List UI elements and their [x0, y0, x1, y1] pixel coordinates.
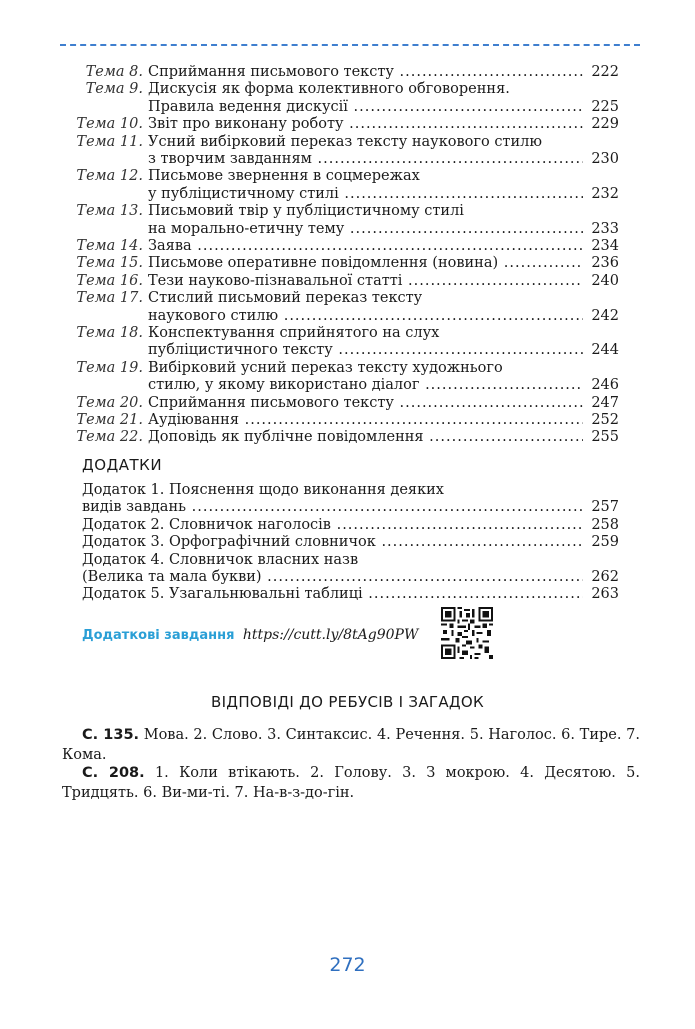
toc-row	[0, 150, 695, 168]
toc-topic-label: Тема 16.	[76, 272, 143, 289]
toc-topic-title: Сприймання письмового тексту .....	[148, 63, 583, 81]
appendix-page-number: 257	[591, 499, 619, 516]
extra-tasks-line	[82, 627, 418, 643]
page-number: 272	[329, 954, 366, 976]
appendix-row	[0, 585, 695, 603]
toc-topic-label: Тема 17.	[76, 290, 143, 307]
toc-topic-title: Дискусія як форма колективного обговорення.	[148, 81, 510, 98]
answers-heading: ВІДПОВІДІ ДО РЕБУСІВ І ЗАГАДОК	[210, 693, 484, 711]
toc-row	[0, 411, 695, 429]
toc-row	[0, 185, 695, 203]
appendix-title: Додаток 2. Словничок наголосів .....	[82, 516, 583, 534]
toc-row	[0, 115, 695, 133]
top-dashed-divider	[60, 44, 640, 46]
toc-topic-title: Аудіювання .....	[148, 411, 583, 429]
appendix-page-number: 263	[591, 586, 619, 603]
appendix-title: Додаток 5. Узагальнювальні таблиці .....	[82, 585, 583, 603]
qr-code-icon[interactable]	[441, 607, 493, 659]
toc-page-number: 240	[591, 272, 619, 289]
toc-page-number: 232	[591, 185, 619, 202]
appendix-row	[0, 498, 695, 516]
toc-row	[0, 98, 695, 116]
toc-topic-label: Тема 14.	[76, 238, 143, 254]
toc-topic-label: Тема 8.	[85, 64, 143, 80]
toc-row	[0, 289, 695, 307]
toc-page-number: 252	[591, 412, 619, 428]
appendix-row	[0, 551, 695, 569]
toc-page-number: 255	[591, 429, 619, 446]
toc-row	[0, 272, 695, 290]
answer-text: Мова. 2. Слово. 3. Синтаксис. 4. Речення. 5. Наголос. 6. Тире. 7. Кома.	[62, 727, 640, 763]
toc-topic-title: Звіт про виконану роботу .....	[148, 115, 583, 133]
toc-page-number: 225	[591, 98, 619, 115]
toc-topic-title: Письмовий твір у публіцистичному стилі	[148, 203, 464, 220]
appendix-page-number: 262	[591, 569, 619, 585]
toc-page-number: 230	[591, 151, 619, 167]
appendix-title: Додаток 4. Словничок власних назв	[82, 551, 359, 568]
appendix-title: Додаток 3. Орфографічний словничок .....	[82, 533, 583, 551]
toc-page-number: 234	[591, 238, 619, 254]
toc-topic-title: Доповідь як публічне повідомлення .....	[148, 428, 583, 446]
toc-page-number: 222	[591, 64, 619, 80]
extra-tasks-label: Додаткові завдання	[82, 628, 235, 643]
toc-page-number: 244	[591, 342, 619, 359]
toc-topic-title: Вибірковий усний переказ тексту художнього	[148, 359, 503, 376]
toc-topic-label: Тема 11.	[76, 133, 143, 150]
toc-row	[0, 133, 695, 151]
toc-topic-title: Стислий письмовий переказ тексту	[148, 290, 423, 307]
appendix-heading: ДОДАТКИ	[82, 456, 163, 474]
toc-topic-title: Правила ведення дискусії .....	[148, 98, 583, 116]
toc-row	[0, 394, 695, 412]
toc-topic-label: Тема 21.	[76, 412, 143, 428]
toc-topic-label: Тема 13.	[76, 203, 143, 220]
toc-page-number: 246	[591, 377, 619, 394]
toc-row	[0, 341, 695, 359]
toc-page-number: 233	[591, 220, 619, 237]
toc-row	[0, 237, 695, 255]
toc-topic-title: Сприймання письмового тексту .....	[148, 394, 583, 412]
toc-row	[0, 307, 695, 325]
toc-row	[0, 359, 695, 377]
appendix-title: (Велика та мала букви) .....	[82, 568, 583, 586]
appendix-page-number: 259	[591, 534, 619, 551]
toc-topic-title: на морально-етичну тему .....	[148, 220, 583, 238]
appendix-row	[0, 481, 695, 499]
toc-topic-label: Тема 10.	[76, 116, 143, 133]
appendix-title: видів завдань .....	[82, 498, 583, 516]
appendix-page-number: 258	[591, 516, 619, 533]
answer-text: 1. Коли втікають. 2. Голову. 3. З мокрою. 4. Десятою. 5. Тридцять. 6. Ви-ми-ті. 7. На-в-з-до-гін.	[62, 765, 641, 801]
toc-topic-title: Заява .....	[148, 237, 583, 255]
toc-topic-label: Тема 15.	[76, 255, 143, 272]
toc-row	[0, 167, 695, 185]
toc-row	[0, 220, 695, 238]
toc-row	[0, 202, 695, 220]
toc-page-number: 247	[591, 394, 619, 411]
appendix-row	[0, 533, 695, 551]
toc-topic-title: стилю, у якому використано діалог .....	[148, 376, 583, 394]
toc-row	[0, 376, 695, 394]
toc-row	[0, 428, 695, 446]
toc-row	[0, 80, 695, 98]
toc-row	[0, 324, 695, 342]
toc-topic-label: Тема 18.	[76, 325, 143, 341]
toc-topic-title: Тези науково-пізнавальної статті .....	[148, 272, 583, 290]
toc-topic-label: Тема 9.	[85, 81, 143, 98]
extra-tasks-link[interactable]: https://cutt.ly/8tAg90PW	[242, 627, 419, 643]
toc-page-number: 229	[591, 116, 619, 133]
toc-topic-title: Письмове звернення в соцмережах	[148, 168, 420, 185]
toc-topic-title: Письмове оперативне повідомлення (новина) .....	[148, 254, 583, 272]
toc-topic-label: Тема 19.	[76, 359, 143, 376]
answer-ref: С. 208.	[82, 765, 145, 781]
toc-topic-title: наукового стилю .....	[148, 307, 583, 325]
toc-topic-title: з творчим завданням .....	[148, 150, 583, 168]
toc-topic-label: Тема 12.	[76, 168, 143, 185]
toc-row	[0, 254, 695, 272]
appendix-row	[0, 568, 695, 586]
toc-topic-title: публіцистичного тексту .....	[148, 341, 583, 359]
toc-topic-label: Тема 22.	[76, 429, 143, 446]
appendix-row	[0, 516, 695, 534]
toc-topic-label: Тема 20.	[76, 394, 143, 411]
answer-ref: С. 135.	[82, 727, 140, 743]
appendix-title: Додаток 1. Пояснення щодо виконання деяких	[82, 482, 444, 498]
toc-topic-title: Усний вибірковий переказ тексту наукового стилю	[148, 133, 542, 150]
answer-paragraph	[62, 725, 640, 765]
toc-page-number: 242	[591, 307, 619, 324]
toc-topic-title: Конспектування сприйнятого на слух	[148, 325, 440, 341]
toc-row	[0, 63, 695, 81]
toc-page-number: 236	[591, 255, 619, 272]
answer-paragraph	[62, 763, 640, 803]
toc-topic-title: у публіцистичному стилі .....	[148, 185, 583, 203]
